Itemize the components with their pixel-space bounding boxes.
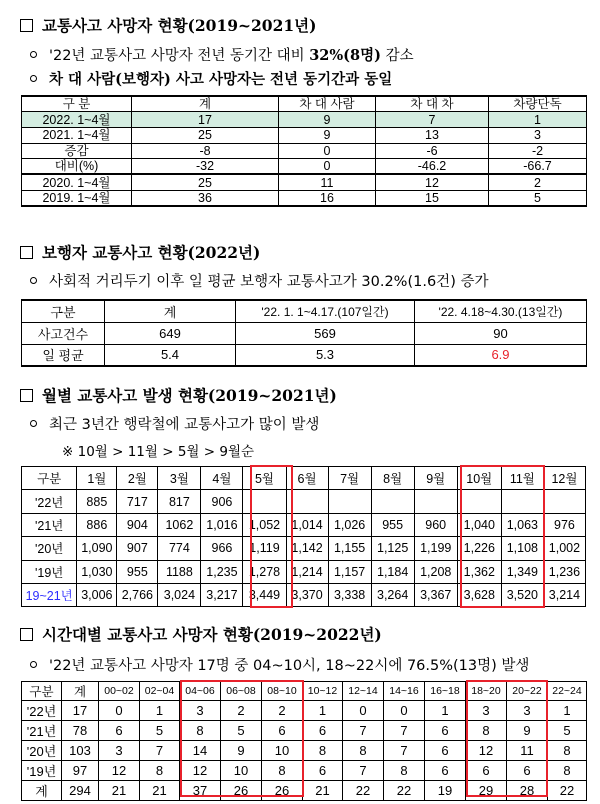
month-header-cell: 9월 [414, 467, 457, 490]
month-header-cell: 구분 [22, 467, 77, 490]
hour-header-cell: 10~12 [303, 682, 343, 701]
hour-header-cell: 14~16 [384, 682, 425, 701]
table-row [22, 761, 587, 781]
table-cell: 19 [425, 781, 466, 801]
table-cell: 21 [303, 781, 343, 801]
table-cell: 0 [99, 701, 140, 721]
table-cell [501, 490, 543, 513]
table-cell [328, 490, 371, 513]
table-cell: 8 [343, 741, 384, 761]
table-cell: 10 [262, 741, 303, 761]
table-cell: 8 [303, 741, 343, 761]
table-cell: '19년 [22, 560, 77, 583]
table-row [22, 537, 586, 560]
table-cell: 계 [22, 781, 62, 801]
table-cell: '21년 [22, 513, 77, 536]
table-cell: 5 [548, 721, 587, 741]
table-cell [457, 490, 501, 513]
table-cell: 7 [384, 741, 425, 761]
table-cell: 26 [221, 781, 262, 801]
table-row: 사고건수 649 569 90 [22, 322, 587, 344]
table-cell: 2,766 [117, 583, 158, 606]
square-bullet-icon [20, 19, 33, 32]
month-header-cell: 6월 [286, 467, 328, 490]
table-cell: 19~21년 [22, 583, 77, 606]
table-cell [371, 490, 414, 513]
table-cell: 1188 [158, 560, 201, 583]
table-cell: 97 [62, 761, 99, 781]
table-cell: '22년 [22, 701, 62, 721]
month-header-cell: 4월 [201, 467, 243, 490]
table-cell: 10 [221, 761, 262, 781]
table-cell: 885 [77, 490, 117, 513]
table-cell: 1,040 [457, 513, 501, 536]
hour-header-cell: 계 [62, 682, 99, 701]
hour-header-cell: 16~18 [425, 682, 466, 701]
square-bullet-icon [20, 389, 33, 402]
month-header-cell: 8월 [371, 467, 414, 490]
hour-header-cell: 00~02 [99, 682, 140, 701]
circle-bullet-icon [30, 75, 37, 82]
table-cell: 1,349 [501, 560, 543, 583]
table-cell: 774 [158, 537, 201, 560]
table-cell: 1,199 [414, 537, 457, 560]
table-cell: 6 [99, 721, 140, 741]
table-cell: '20년 [22, 741, 62, 761]
table-cell: 1,226 [457, 537, 501, 560]
table-cell: 6 [262, 721, 303, 741]
table-cell: 7 [343, 761, 384, 781]
table-cell: 966 [201, 537, 243, 560]
table-cell: 1,108 [501, 537, 543, 560]
table-cell: 3,024 [158, 583, 201, 606]
table-cell: 3,370 [286, 583, 328, 606]
table-cell: 3,367 [414, 583, 457, 606]
table-cell: 1,119 [243, 537, 286, 560]
hour-header-cell: 22~24 [548, 682, 587, 701]
bullet-fatality-decrease: '22년 교통사고 사망자 전년 동기간 대비 32%(8명) 감소 [30, 44, 414, 65]
hour-header-cell: 18~20 [466, 682, 507, 701]
table-cell: 26 [262, 781, 303, 801]
table-cell: 1,063 [501, 513, 543, 536]
table-cell: 3 [180, 701, 221, 721]
table-cell: 8 [262, 761, 303, 781]
month-header-cell: 7월 [328, 467, 371, 490]
section-title-hourly: 시간대별 교통사고 사망자 현황(2019~2022년) [20, 623, 382, 645]
table-cell: 6 [507, 761, 548, 781]
month-header-cell: 1월 [77, 467, 117, 490]
table-cell: 1,052 [243, 513, 286, 536]
section-title-pedestrian: 보행자 교통사고 현황(2022년) [20, 241, 260, 263]
hour-header-cell: 04~06 [180, 682, 221, 701]
table-cell: 1 [140, 701, 180, 721]
table-cell: 1,362 [457, 560, 501, 583]
monthly-rank-note: ※ 10월 > 11월 > 5월 > 9월순 [62, 444, 255, 460]
month-header-cell: 12월 [543, 467, 585, 490]
table-cell: 3,214 [543, 583, 585, 606]
table-cell: 817 [158, 490, 201, 513]
table-cell: '22년 [22, 490, 77, 513]
section-title-fatalities: 교통사고 사망자 현황(2019~2021년) [20, 14, 316, 36]
table-cell: 22 [548, 781, 587, 801]
table-cell: 976 [543, 513, 585, 536]
table-cell: 1,014 [286, 513, 328, 536]
table-cell: 6 [303, 761, 343, 781]
table-row: 일 평균 5.4 5.3 6.9 [22, 344, 587, 366]
table-cell: 6 [425, 741, 466, 761]
table-cell: 21 [140, 781, 180, 801]
hour-header-cell: 08~10 [262, 682, 303, 701]
table-cell: 2 [262, 701, 303, 721]
table-cell: 12 [466, 741, 507, 761]
bullet-pedestrian-increase: 사회적 거리두기 이후 일 평균 보행자 교통사고가 30.2%(1.6건) 증가 [30, 270, 488, 291]
table-cell: 17 [62, 701, 99, 721]
table-cell: 1 [303, 701, 343, 721]
month-header-cell: 11월 [501, 467, 543, 490]
table-cell: 1,090 [77, 537, 117, 560]
circle-bullet-icon [30, 51, 37, 58]
table-cell: 1,125 [371, 537, 414, 560]
table-cell: 1,142 [286, 537, 328, 560]
pedestrian-table [21, 299, 587, 367]
table-header-row: 구분 계 '22. 1. 1~4.17.(107일간) '22. 4.18~4.30.(13일간) [22, 300, 587, 322]
month-header-cell: 3월 [158, 467, 201, 490]
hour-header-cell: 06~08 [221, 682, 262, 701]
table-cell [286, 490, 328, 513]
bullet-hourly-peak: '22년 교통사고 사망자 17명 중 04~10시, 18~22시에 76.5%(13명) 발생 [30, 654, 529, 675]
table-cell: 1,030 [77, 560, 117, 583]
table-cell: 1,236 [543, 560, 585, 583]
table-cell: 2 [221, 701, 262, 721]
section-title-monthly: 월별 교통사고 발생 현황(2019~2021년) [20, 384, 337, 406]
table-cell: 1,278 [243, 560, 286, 583]
table-cell: 5 [221, 721, 262, 741]
table-cell: 1 [425, 701, 466, 721]
table-cell: 1,214 [286, 560, 328, 583]
table-cell: 3,449 [243, 583, 286, 606]
table-row [22, 741, 587, 761]
table-header-row [22, 467, 586, 490]
table-cell: 1 [548, 701, 587, 721]
bullet-monthly-peak: 최근 3년간 행락철에 교통사고가 많이 발생 [30, 413, 319, 434]
table-cell: 6 [425, 761, 466, 781]
table-cell: 955 [117, 560, 158, 583]
table-cell: 21 [99, 781, 140, 801]
table-row [22, 513, 586, 536]
table-cell: 3 [99, 741, 140, 761]
table-header-row: 구 분 계 차 대 사람 차 대 차 차량단독 [22, 96, 587, 112]
circle-bullet-icon [30, 420, 37, 427]
table-cell: 1,002 [543, 537, 585, 560]
table-cell: 37 [180, 781, 221, 801]
hour-header-cell: 02~04 [140, 682, 180, 701]
month-header-cell: 2월 [117, 467, 158, 490]
table-cell: 9 [507, 721, 548, 741]
table-cell: 294 [62, 781, 99, 801]
circle-bullet-icon [30, 277, 37, 284]
table-cell: 955 [371, 513, 414, 536]
table-cell: 8 [180, 721, 221, 741]
table-cell: 3,520 [501, 583, 543, 606]
table-cell: 1,016 [201, 513, 243, 536]
table-cell: 6 [425, 721, 466, 741]
table-cell: 103 [62, 741, 99, 761]
table-cell: 1,157 [328, 560, 371, 583]
table-cell: 12 [180, 761, 221, 781]
hourly-table [21, 681, 587, 801]
table-header-row [22, 682, 587, 701]
table-cell: 1062 [158, 513, 201, 536]
table-cell: 904 [117, 513, 158, 536]
table-cell: 717 [117, 490, 158, 513]
table-cell: 0 [343, 701, 384, 721]
table-cell: 8 [548, 741, 587, 761]
table-cell [243, 490, 286, 513]
hour-header-cell: 20~22 [507, 682, 548, 701]
hour-header-cell: 구분 [22, 682, 62, 701]
table-cell: '19년 [22, 761, 62, 781]
table-cell: '20년 [22, 537, 77, 560]
table-row: 2022. 1~4월 17 9 7 1 [22, 112, 587, 128]
table-cell: 7 [384, 721, 425, 741]
table-cell: 22 [384, 781, 425, 801]
table-cell: 3 [507, 701, 548, 721]
month-header-cell: 10월 [457, 467, 501, 490]
table-cell: 7 [140, 741, 180, 761]
table-cell [414, 490, 457, 513]
table-cell: 1,184 [371, 560, 414, 583]
table-row [22, 701, 587, 721]
table-cell: 1,208 [414, 560, 457, 583]
bullet-pedestrian-same: 차 대 사람(보행자) 사고 사망자는 전년 동기간과 동일 [30, 68, 392, 89]
table-row: 2019. 1~4월 36 16 15 5 [22, 190, 587, 206]
table-cell: 960 [414, 513, 457, 536]
table-row [22, 583, 586, 606]
table-cell: 8 [384, 761, 425, 781]
table-cell: 8 [548, 761, 587, 781]
table-row [22, 560, 586, 583]
table-cell: 3,338 [328, 583, 371, 606]
table-cell: 907 [117, 537, 158, 560]
table-cell: 3 [466, 701, 507, 721]
table-row [22, 490, 586, 513]
table-cell: 78 [62, 721, 99, 741]
table-cell: 7 [343, 721, 384, 741]
hour-header-cell: 12~14 [343, 682, 384, 701]
table-cell: 29 [466, 781, 507, 801]
table-cell: 14 [180, 741, 221, 761]
table-cell: 1,235 [201, 560, 243, 583]
table-cell: 12 [99, 761, 140, 781]
table-cell: 886 [77, 513, 117, 536]
table-cell: 6 [466, 761, 507, 781]
table-cell: 1,155 [328, 537, 371, 560]
table-cell: 28 [507, 781, 548, 801]
table-cell: 3,006 [77, 583, 117, 606]
table-cell: 5 [140, 721, 180, 741]
square-bullet-icon [20, 628, 33, 641]
table-cell: 3,217 [201, 583, 243, 606]
circle-bullet-icon [30, 661, 37, 668]
table-cell: 11 [507, 741, 548, 761]
table-cell: 3,264 [371, 583, 414, 606]
table-cell: 1,026 [328, 513, 371, 536]
table-row: 대비(%) -32 0 -46.2 -66.7 [22, 159, 587, 175]
table-cell: 906 [201, 490, 243, 513]
monthly-table [21, 466, 586, 607]
table-cell: 3,628 [457, 583, 501, 606]
table-row: 2020. 1~4월 25 11 12 2 [22, 174, 587, 190]
table-cell: '21년 [22, 721, 62, 741]
square-bullet-icon [20, 246, 33, 259]
table-row [22, 721, 587, 741]
fatalities-table [21, 95, 587, 207]
table-cell: 8 [140, 761, 180, 781]
table-cell: 0 [384, 701, 425, 721]
table-row: 2021. 1~4월 25 9 13 3 [22, 127, 587, 143]
table-cell: 8 [466, 721, 507, 741]
table-row: 증감 -8 0 -6 -2 [22, 143, 587, 159]
table-row [22, 781, 587, 801]
table-cell [543, 490, 585, 513]
table-cell: 6 [303, 721, 343, 741]
table-cell: 9 [221, 741, 262, 761]
table-cell: 22 [343, 781, 384, 801]
month-header-cell: 5월 [243, 467, 286, 490]
